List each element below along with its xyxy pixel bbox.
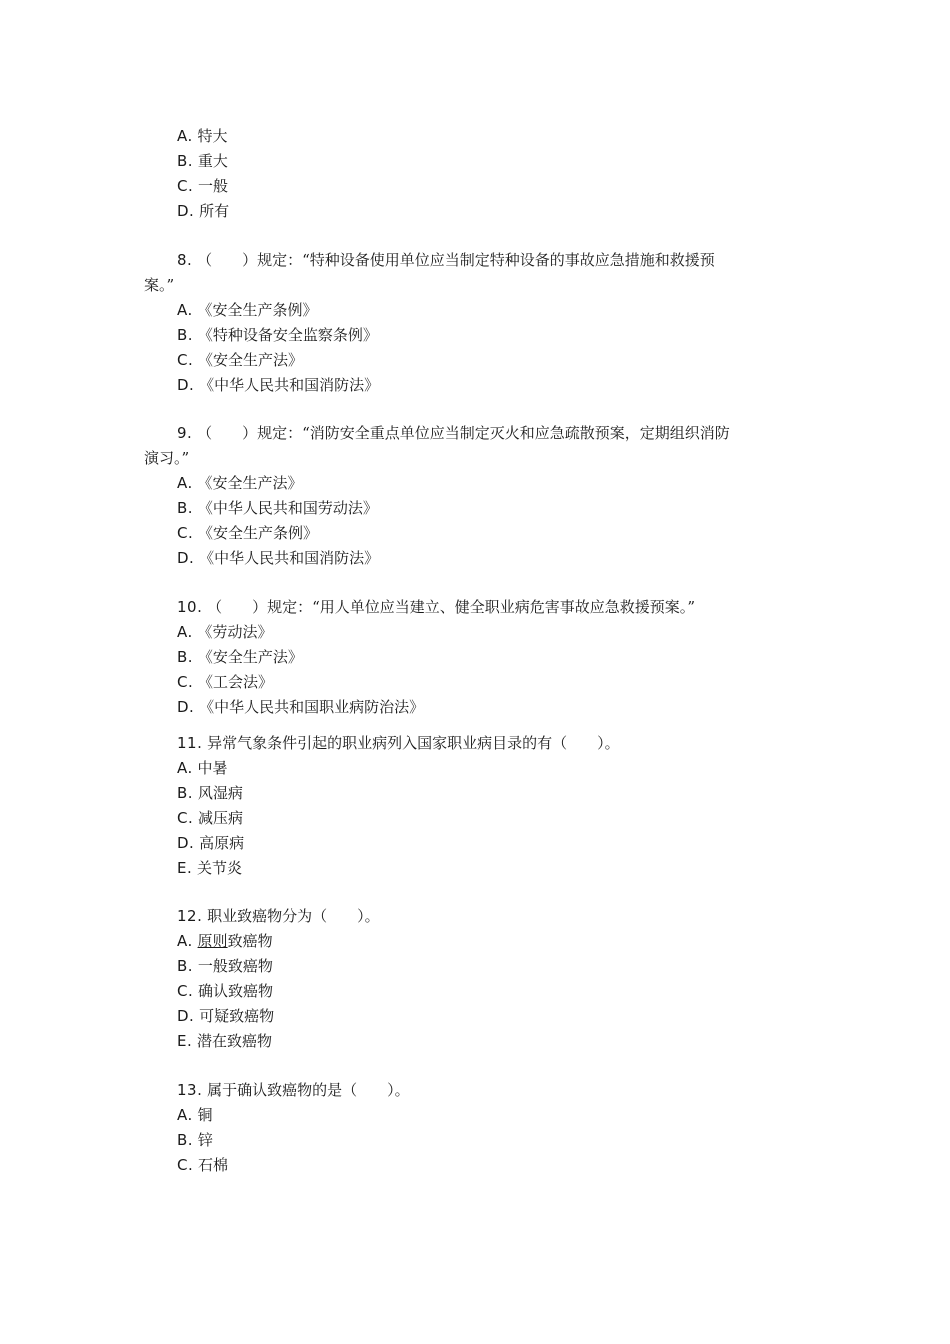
q8-option-a [177,300,318,320]
question-text: （ ）规定：“特种设备使用单位应当制定特种设备的事故应急措施和救援预 [197,251,715,269]
q11-option-b [177,783,243,803]
q10-stem [177,597,695,617]
option-text: 中暑 [197,759,228,777]
q9-option-d [177,548,379,568]
q8-stem [177,250,715,270]
q8-stem-continued: 案。” [144,276,175,294]
q10-option-c [177,672,273,692]
option-letter: B. [177,499,194,517]
q8-option-c [177,350,303,370]
q10-option-a [177,622,273,642]
q11-option-a [177,758,228,778]
q12-stem [177,906,380,926]
option-letter: C. [177,673,194,691]
q7-option-d [177,201,229,221]
option-letter: A. [177,301,193,319]
q9-stem [177,423,730,443]
option-letter: C. [177,982,194,1000]
option-text: 风湿病 [197,784,243,802]
q11-option-e [177,858,242,878]
q11-stem [177,733,620,753]
question-number: 8. [177,251,193,269]
option-text: 特大 [197,127,228,145]
option-text: 《劳动法》 [197,623,273,641]
option-text: 《中华人民共和国消防法》 [199,549,380,567]
option-text: 《安全生产条例》 [198,524,319,542]
option-letter: B. [177,648,194,666]
option-text: 重大 [197,152,228,170]
option-letter: B. [177,1131,194,1149]
option-letter: C. [177,177,194,195]
q7-option-c [177,176,228,196]
option-letter: A. [177,623,193,641]
question-number: 9. [177,424,193,442]
option-text: 关节炎 [197,859,243,877]
q12-option-d [177,1006,274,1026]
question-text: 职业致癌物分为（ ）。 [207,907,380,925]
option-letter: D. [177,1007,195,1025]
q10-option-d [177,697,424,717]
q7-option-a [177,126,228,146]
option-text: 《安全生产法》 [198,351,304,369]
option-letter: E. [177,859,193,877]
option-text: 铜 [197,1106,213,1124]
option-text: 《安全生产法》 [197,474,303,492]
question-number: 11. [177,734,203,752]
option-text-underlined: 原则 [197,932,228,950]
option-letter: B. [177,957,194,975]
option-letter: A. [177,932,193,950]
option-text: 一般致癌物 [197,957,273,975]
option-letter: E. [177,1032,193,1050]
question-text: 异常气象条件引起的职业病列入国家职业病目录的有（ ）。 [207,734,620,752]
option-letter: C. [177,1156,194,1174]
option-text: 一般 [198,177,229,195]
option-text: 致癌物 [227,932,273,950]
option-letter: C. [177,351,194,369]
option-text: 确认致癌物 [198,982,274,1000]
option-letter: D. [177,834,195,852]
q9-option-c [177,523,318,543]
option-letter: A. [177,474,193,492]
q11-option-d [177,833,244,853]
q12-option-a [177,931,273,951]
option-text: 潜在致癌物 [197,1032,273,1050]
option-letter: B. [177,784,194,802]
option-text: 《安全生产法》 [197,648,303,666]
q12-option-c [177,981,273,1001]
option-text: 所有 [199,202,230,220]
option-letter: D. [177,202,195,220]
q13-option-a [177,1105,213,1125]
option-text: 可疑致癌物 [199,1007,275,1025]
option-letter: A. [177,1106,193,1124]
option-text: 《中华人民共和国劳动法》 [197,499,378,517]
q8-option-d [177,375,379,395]
q11-option-c [177,808,243,828]
option-text: 减压病 [198,809,244,827]
option-text: 《中华人民共和国职业病防治法》 [199,698,425,716]
option-text: 高原病 [199,834,245,852]
option-letter: C. [177,524,194,542]
option-letter: B. [177,152,194,170]
question-number: 10. [177,598,203,616]
question-number: 12. [177,907,203,925]
q10-option-b [177,647,303,667]
option-text: 锌 [197,1131,213,1149]
option-letter: A. [177,127,193,145]
question-number: 13. [177,1081,203,1099]
option-text: 石棉 [198,1156,229,1174]
q9-stem-continued: 演习。” [144,449,190,467]
q13-option-c [177,1155,228,1175]
option-text: 《安全生产条例》 [197,301,318,319]
q12-option-e [177,1031,272,1051]
q13-option-b [177,1130,213,1150]
option-text: 《特种设备安全监察条例》 [197,326,378,344]
option-letter: C. [177,809,194,827]
q7-option-b [177,151,228,171]
q12-option-b [177,956,273,976]
q9-option-b [177,498,378,518]
option-letter: D. [177,698,195,716]
question-text: 属于确认致癌物的是（ ）。 [207,1081,410,1099]
q13-stem [177,1080,410,1100]
option-text: 《中华人民共和国消防法》 [199,376,380,394]
option-text: 《工会法》 [198,673,274,691]
option-letter: B. [177,326,194,344]
option-letter: D. [177,549,195,567]
q9-option-a [177,473,303,493]
option-letter: A. [177,759,193,777]
option-letter: D. [177,376,195,394]
question-text: （ ）规定：“用人单位应当建立、健全职业病危害事故应急救援预案。” [207,598,695,616]
q8-option-b [177,325,378,345]
question-text: （ ）规定：“消防安全重点单位应当制定灭火和应急疏散预案，定期组织消防 [197,424,730,442]
